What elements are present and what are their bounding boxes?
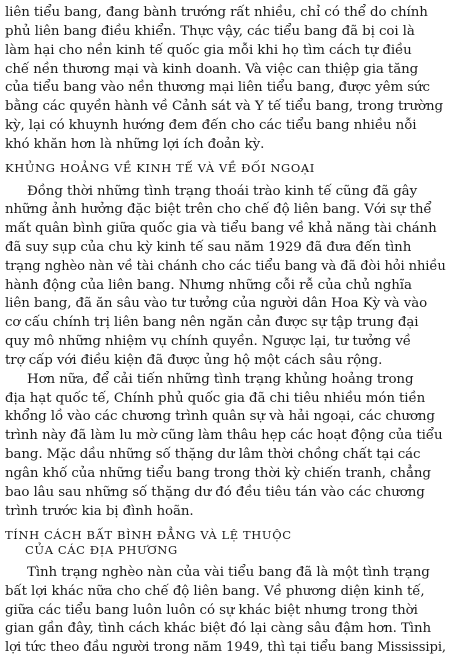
text-line: trợ cấp với điều kiện đã được ủng hộ một cách sâu rộng. bbox=[5, 352, 383, 368]
section-heading-line: TÍNH CÁCH BẤT BÌNH ĐẲNG VÀ LỆ THUỘC bbox=[5, 527, 292, 542]
text-line: liên bang, đã ăn sâu vào tư tưởng của người dân Hoa Kỳ và vào bbox=[5, 296, 428, 312]
text-line: ngân khố của những tiểu bang trong thời kỳ chiến tranh, chẳng bbox=[5, 465, 431, 481]
text-line: cơ cấu chính trị liên bang nên ngăn cản được sự tập trung đại bbox=[5, 315, 419, 331]
text-line: làm hại cho nền kinh tế quốc gia mỗi khi họ tìm cách tự điều bbox=[5, 42, 412, 58]
text-line: lợi tức theo đầu người trong năm 1949, thì tại tiểu bang Mississipi, bbox=[5, 640, 447, 656]
text-line: Đồng thời những tình trạng thoái trào kinh tế cũng đã gây bbox=[27, 183, 418, 199]
text-line: của tiểu bang vào nền thương mại liên tiểu bang, được yêm sức bbox=[5, 80, 430, 96]
text-line: quy mô những nhiệm vụ chính quyền. Ngược lại, tư tưởng về bbox=[5, 334, 411, 350]
text-line: khó khăn hơn là những lợi ích đoản kỳ. bbox=[5, 136, 265, 152]
text-line: bang. Mặc dầu những số thặng dư lâm thời chồng chất tại các bbox=[5, 447, 421, 462]
text-line: hành động của liên bang. Nhưng những cỗi rễ của chủ nghĩa bbox=[5, 277, 412, 293]
text-line: giữa các tiểu bang luôn luôn có sự khác biệt nhưng trong thời bbox=[5, 602, 418, 618]
text-line: mất quân bình giữa quốc gia và tiểu bang về khả năng tài chánh bbox=[5, 221, 437, 237]
text-line: liên tiểu bang, đang bành trướng rất nhiều, chỉ có thể do chính bbox=[5, 5, 428, 20]
text-line: bằng các quyền hành về Cảnh sát và Y tế tiểu bang, trong trường bbox=[5, 99, 444, 115]
text-line: Hơn nữa, để cải tiến những tình trạng khủng hoảng trong bbox=[27, 371, 414, 387]
text-line: khổng lồ vào các chương trình quân sự và hải ngoại, các chương bbox=[5, 409, 435, 425]
text-line: bất lợi khác nữa cho chế độ liên bang. Về phương diện kinh tế, bbox=[5, 583, 425, 599]
text-line: bao lâu sau những số thặng dư đó đều tiêu tán vào các chương bbox=[5, 484, 425, 500]
section-heading: KHỦNG HOẢNG VỀ KINH TẾ VÀ VỀ ĐỐI NGOẠI bbox=[5, 161, 315, 176]
text-line: kỳ, lại có khuynh hướng đem đến cho các tiểu bang nhiều nỗi bbox=[5, 118, 417, 133]
section-heading-line: CỦA CÁC ĐỊA PHƯƠNG bbox=[25, 542, 178, 557]
text-line: trạng nghèo nàn về tài chánh cho các tiểu bang và đã đòi hỏi nhiều bbox=[5, 258, 446, 274]
text-line: chế nền thương mại và kinh doanh. Và việc can thiệp gia tăng bbox=[5, 61, 419, 77]
text-line: đã suy sụp của chu kỳ kinh tế sau năm 1929 đã đưa đến tình bbox=[5, 239, 412, 255]
text-line: trình trước kia bị đình hoãn. bbox=[5, 503, 194, 519]
text-line: phủ liên bang điều khiển. Thực vậy, các tiểu bang đã bị coi là bbox=[5, 23, 415, 39]
text-line: gian gần đây, tình cách khác biệt đó lại càng sâu đậm hơn. Tình bbox=[5, 621, 432, 637]
text-line: trình này đã làm lu mờ cũng làm thâu hẹp các hoạt động của tiểu bbox=[5, 428, 443, 444]
text-line: Tình trạng nghèo nàn của vài tiểu bang đã là một tình trạng bbox=[27, 564, 430, 580]
text-line: địa hạt quốc tế, Chính phủ quốc gia đã chi tiêu nhiều món tiền bbox=[5, 390, 426, 406]
text-line: những ảnh hưởng đặc biệt trên cho chế độ liên bang. Với sự thể bbox=[5, 202, 432, 218]
